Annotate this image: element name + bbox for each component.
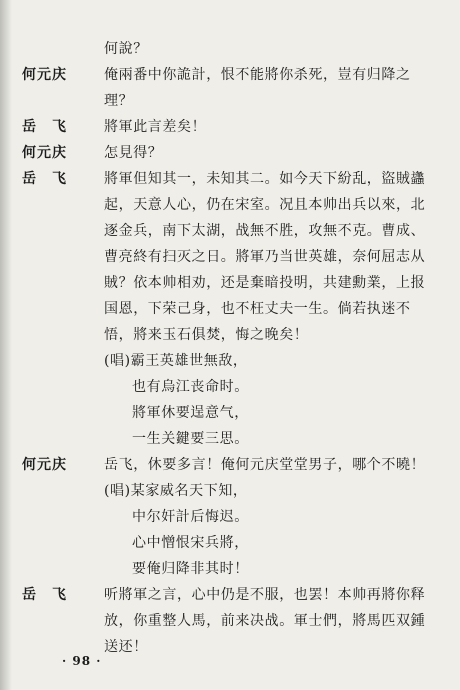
dialogue-line: 俺兩番中你詭計，恨不能將你杀死，豈有归降之 <box>104 67 411 83</box>
dialogue-continuation: 逐金兵，南下太湖，战無不胜，攻無不克。曹成、 <box>104 223 426 239</box>
dialogue-continuation: 悟，將来玉石俱焚，悔之晚矣！ <box>104 327 309 343</box>
dialogue-continuation: 要俺归降非其时！ <box>132 561 249 577</box>
dialogue-continuation: 起，天意人心，仍在宋室。况且本帅出兵以來，北 <box>104 197 426 213</box>
dialogue-continuation: 曹亮終有扫灭之日。將軍乃当世英雄，奈何屈志从 <box>104 249 426 265</box>
dialogue-continuation: (唱)霸王英雄世無敌， <box>104 353 248 369</box>
dialogue-line: 听將軍之言，心中仍是不服，也罢！本帅再將你释 <box>104 587 426 603</box>
dialogue-continuation: (唱)某家威名天下知， <box>104 483 248 499</box>
speaker-name: 岳 飞 <box>22 119 67 135</box>
dialogue-continuation: 中尔奸計后悔迟。 <box>132 509 249 525</box>
dialogue-line: 岳飞，休要多言！俺何元庆堂堂男子，哪个不曉！ <box>104 457 426 473</box>
dialogue-continuation: 送还！ <box>104 639 148 655</box>
scan-edge-shadow <box>0 0 12 690</box>
dialogue-continuation: 国恩，下荣己身，也不枉丈夫一生。倘若执迷不 <box>104 301 411 317</box>
dialogue-continuation: 將軍休要逞意气， <box>132 405 249 421</box>
dialogue-continuation: 也有烏江丧命时。 <box>132 379 249 395</box>
dialogue-continuation: 賊？依本帅相劝，还是棄暗投明，共建勳業，上报 <box>104 275 426 291</box>
speaker-name: 何元庆 <box>22 145 67 161</box>
dialogue-continuation: 放，你重整人馬，前来决战。軍士們，將馬匹双鍾 <box>104 613 426 629</box>
dialogue-continuation: 何說？ <box>104 41 148 57</box>
dialogue-continuation: 心中憎恨宋兵將， <box>132 535 249 551</box>
dialogue-continuation: 理？ <box>104 93 134 109</box>
speaker-name: 何元庆 <box>22 67 67 83</box>
speaker-name: 岳 飞 <box>22 587 67 603</box>
dialogue-line: 將軍此言差矣！ <box>104 119 207 135</box>
dialogue-continuation: 一生关鍵要三思。 <box>132 431 249 447</box>
speaker-name: 何元庆 <box>22 457 67 473</box>
dialogue-line: 怎見得？ <box>104 145 163 161</box>
page-number: · 98 · <box>62 654 102 668</box>
speaker-name: 岳 飞 <box>22 171 67 187</box>
dialogue-line: 將軍但知其一，未知其二。如今天下紛乱，盜賊蠭 <box>104 171 426 187</box>
